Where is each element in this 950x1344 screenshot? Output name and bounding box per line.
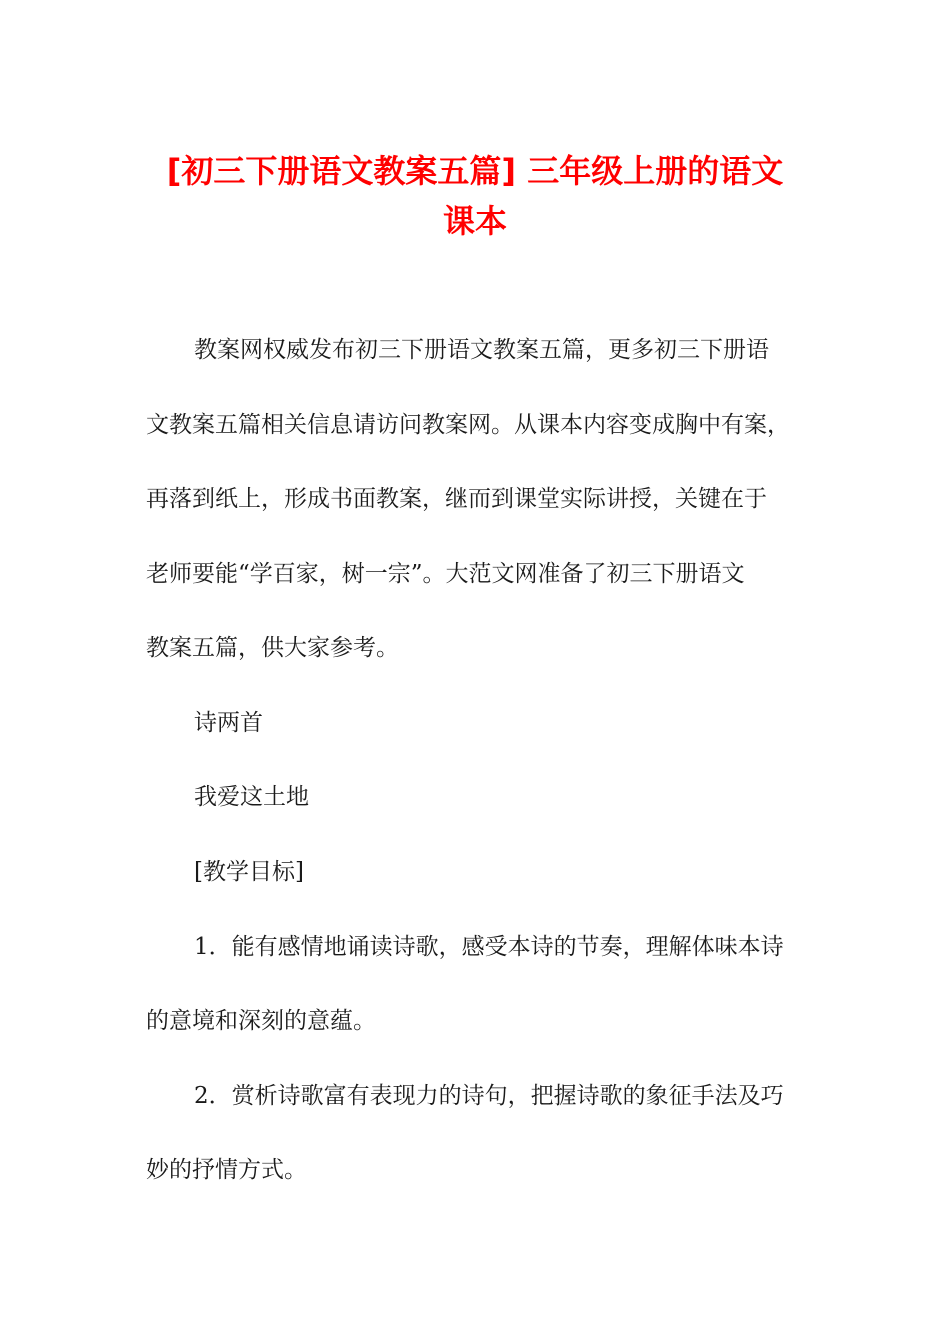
goal-2-line-2: 妙的抒情方式。 bbox=[146, 1157, 307, 1183]
document-title-line-1: [初三下册语文教案五篇] 三年级上册的语文 bbox=[166, 152, 784, 190]
intro-paragraph-line-4: 老师要能“学百家，树一宗”。大范文网准备了初三下册语文 bbox=[146, 561, 745, 587]
goal-1-line-1: 1．能有感情地诵读诗歌，感受本诗的节奏，理解体味本诗 bbox=[194, 934, 784, 960]
section-heading-poems: 诗两首 bbox=[194, 710, 263, 736]
teaching-goals-heading: [教学目标] bbox=[194, 859, 304, 885]
goal-2-line-1: 2．赏析诗歌富有表现力的诗句，把握诗歌的象征手法及巧 bbox=[194, 1083, 784, 1109]
poem-title: 我爱这土地 bbox=[194, 784, 309, 810]
goal-1-line-2: 的意境和深刻的意蕴。 bbox=[146, 1008, 376, 1034]
intro-paragraph-line-3: 再落到纸上，形成书面教案，继而到课堂实际讲授，关键在于 bbox=[146, 486, 767, 512]
intro-paragraph-line-2: 文教案五篇相关信息请访问教案网。从课本内容变成胸中有案， bbox=[146, 412, 790, 438]
intro-paragraph-line-5: 教案五篇，供大家参考。 bbox=[146, 635, 399, 661]
intro-paragraph-line-1: 教案网权威发布初三下册语文教案五篇，更多初三下册语 bbox=[194, 337, 769, 363]
document-title-line-2: 课本 bbox=[442, 202, 507, 240]
